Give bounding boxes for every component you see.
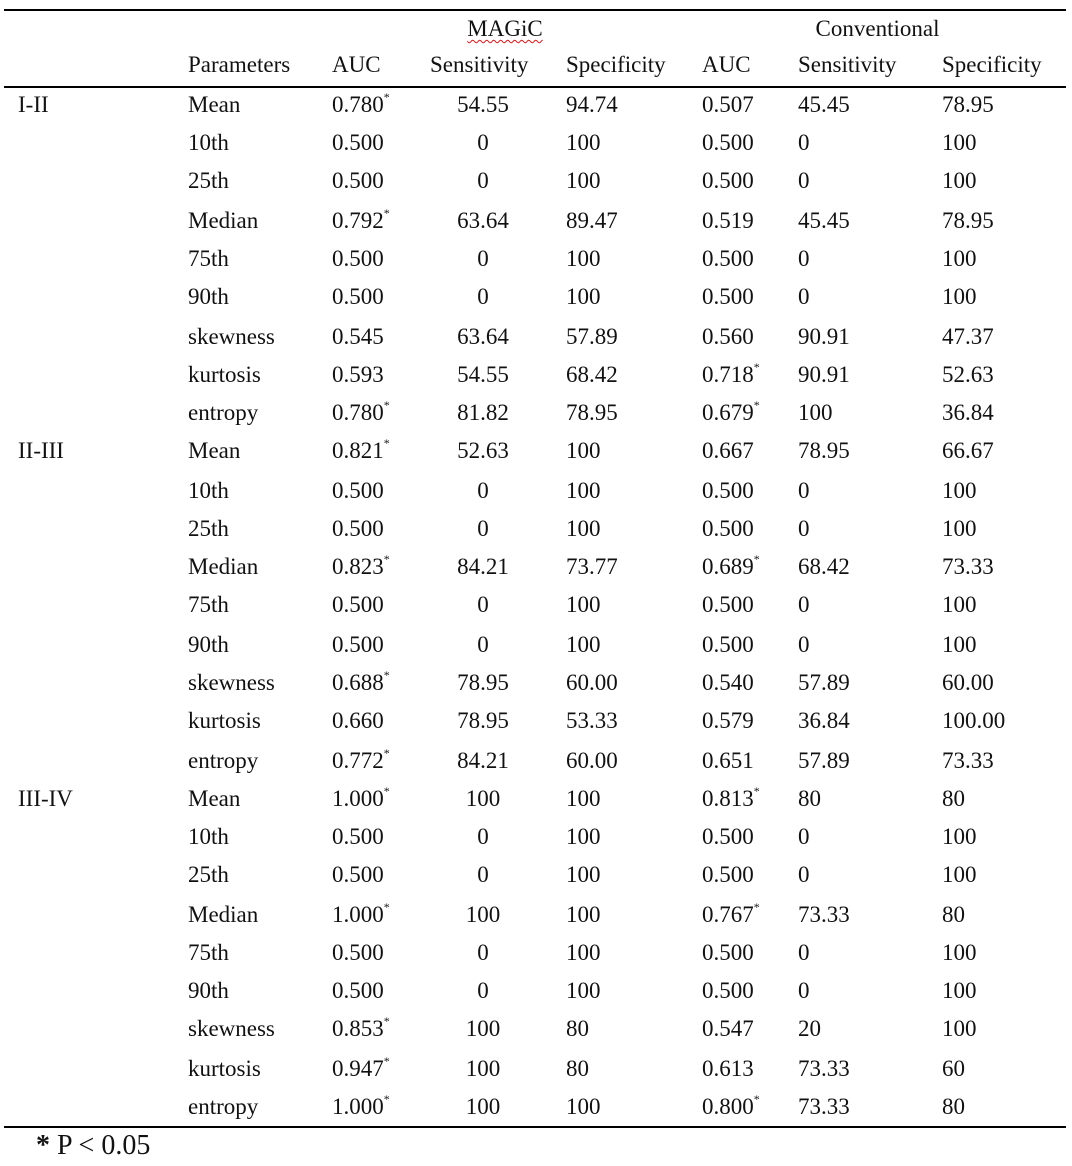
conventional-specificity-cell: 60.00 [942, 670, 994, 695]
conventional-auc-cell: 0.560 [702, 324, 754, 349]
table-row [0, 240, 1072, 278]
magic-auc-cell: 0.500 [332, 862, 384, 887]
conventional-sensitivity-cell: 90.91 [798, 362, 850, 387]
column-header-magic-auc: AUC [332, 52, 381, 77]
conventional-sensitivity-cell: 0 [798, 246, 810, 271]
table-row [0, 1050, 1072, 1088]
magic-sensitivity-cell: 78.95 [457, 708, 509, 733]
magic-sensitivity-cell: 0 [477, 516, 489, 541]
table-row [0, 664, 1072, 702]
magic-specificity-cell: 100 [566, 592, 601, 617]
conventional-auc-cell: 0.500 [702, 516, 754, 541]
table-row [0, 278, 1072, 316]
magic-auc-cell: 0.792* [332, 206, 390, 233]
magic-specificity-cell: 80 [566, 1016, 589, 1041]
table-row [0, 1088, 1072, 1126]
conventional-specificity-cell: 80 [942, 786, 965, 811]
magic-sensitivity-cell: 100 [465, 786, 501, 811]
conventional-specificity-cell: 100 [942, 592, 977, 617]
parameter-cell: 75th [188, 940, 229, 965]
conventional-specificity-cell: 78.95 [942, 208, 994, 233]
magic-sensitivity-cell: 0 [477, 940, 489, 965]
parameter-cell: Median [188, 208, 259, 233]
magic-sensitivity-cell: 100 [465, 1056, 501, 1081]
parameter-cell: Mean [188, 92, 241, 117]
conventional-auc-cell: 0.500 [702, 978, 754, 1003]
table-row [0, 510, 1072, 548]
parameter-cell: kurtosis [188, 362, 261, 387]
magic-auc-cell: 0.500 [332, 168, 384, 193]
conventional-specificity-cell: 47.37 [942, 324, 994, 349]
magic-auc-cell: 0.500 [332, 940, 384, 965]
magic-specificity-cell: 100 [566, 824, 601, 849]
conventional-auc-cell: 0.500 [702, 862, 754, 887]
conventional-sensitivity-cell: 0 [798, 632, 810, 657]
conventional-sensitivity-cell: 45.45 [798, 92, 850, 117]
parameter-cell: 90th [188, 632, 229, 657]
magic-auc-cell: 0.853* [332, 1014, 390, 1041]
table-row [0, 972, 1072, 1010]
magic-auc-cell: 0.500 [332, 284, 384, 309]
magic-sensitivity-cell: 0 [477, 978, 489, 1003]
footnote-text: P < 0.05 [50, 1130, 151, 1161]
magic-specificity-cell: 60.00 [566, 748, 618, 773]
conventional-sensitivity-cell: 80 [798, 786, 821, 811]
magic-auc-cell: 0.500 [332, 592, 384, 617]
magic-sensitivity-cell: 78.95 [457, 670, 509, 695]
parameter-cell: 10th [188, 824, 229, 849]
parameter-cell: entropy [188, 1094, 259, 1119]
table-row [0, 626, 1072, 664]
magic-specificity-cell: 100 [566, 632, 601, 657]
conventional-sensitivity-cell: 100 [798, 400, 833, 425]
magic-sensitivity-cell: 100 [465, 902, 501, 927]
magic-specificity-cell: 68.42 [566, 362, 618, 387]
table-row [0, 318, 1072, 356]
magic-sensitivity-cell: 54.55 [457, 362, 509, 387]
significance-marker: * [383, 206, 390, 221]
significance-marker: * [753, 552, 760, 567]
parameter-cell: skewness [188, 1016, 275, 1041]
magic-auc-cell: 0.772* [332, 746, 390, 773]
magic-auc-cell: 0.500 [332, 824, 384, 849]
significance-marker: * [383, 668, 390, 683]
magic-auc-cell: 1.000* [332, 1092, 390, 1119]
conventional-specificity-cell: 100 [942, 130, 977, 155]
magic-sensitivity-cell: 0 [477, 168, 489, 193]
magic-sensitivity-cell: 84.21 [457, 748, 509, 773]
conventional-specificity-cell: 100 [942, 246, 977, 271]
magic-specificity-cell: 100 [566, 438, 601, 463]
conventional-specificity-cell: 80 [942, 1094, 965, 1119]
conventional-auc-cell: 0.813* [702, 784, 760, 811]
conventional-auc-cell: 0.767* [702, 900, 760, 927]
conventional-specificity-cell: 100 [942, 1016, 977, 1041]
parameter-cell: Median [188, 554, 259, 579]
conventional-sensitivity-cell: 0 [798, 940, 810, 965]
conventional-auc-cell: 0.547 [702, 1016, 754, 1041]
significance-marker: * [753, 784, 760, 799]
conventional-specificity-cell: 100 [942, 978, 977, 1003]
conventional-specificity-cell: 80 [942, 902, 965, 927]
magic-auc-cell: 1.000* [332, 900, 390, 927]
parameter-cell: 75th [188, 246, 229, 271]
magic-specificity-cell: 89.47 [566, 208, 618, 233]
magic-auc-cell: 0.660 [332, 708, 384, 733]
parameter-cell: entropy [188, 400, 259, 425]
significance-marker: * [383, 784, 390, 799]
conventional-sensitivity-cell: 0 [798, 978, 810, 1003]
conventional-auc-cell: 0.500 [702, 284, 754, 309]
conventional-specificity-cell: 36.84 [942, 400, 994, 425]
magic-sensitivity-cell: 52.63 [457, 438, 509, 463]
table-row [0, 124, 1072, 162]
significance-marker: * [383, 746, 390, 761]
conventional-auc-cell: 0.540 [702, 670, 754, 695]
conventional-auc-cell: 0.718* [702, 360, 760, 387]
magic-auc-cell: 0.500 [332, 246, 384, 271]
conventional-sensitivity-cell: 36.84 [798, 708, 850, 733]
parameter-cell: kurtosis [188, 1056, 261, 1081]
magic-sensitivity-cell: 100 [465, 1094, 501, 1119]
magic-sensitivity-cell: 0 [477, 632, 489, 657]
group-cell: II-III [18, 438, 64, 463]
conventional-auc-cell: 0.500 [702, 246, 754, 271]
conventional-sensitivity-cell: 73.33 [798, 1094, 850, 1119]
parameter-cell: Mean [188, 438, 241, 463]
conventional-auc-cell: 0.579 [702, 708, 754, 733]
magic-specificity-cell: 100 [566, 516, 601, 541]
table-row [0, 86, 1072, 124]
table-row [0, 780, 1072, 818]
conventional-sensitivity-cell: 57.89 [798, 748, 850, 773]
magic-specificity-cell: 100 [566, 978, 601, 1003]
magic-auc-cell: 0.500 [332, 478, 384, 503]
conventional-sensitivity-cell: 20 [798, 1016, 821, 1041]
footnote-star: * [36, 1130, 50, 1161]
conventional-specificity-cell: 100 [942, 516, 977, 541]
footnote [36, 1130, 150, 1162]
parameter-cell: 25th [188, 168, 229, 193]
conventional-sensitivity-cell: 0 [798, 168, 810, 193]
significance-marker: * [383, 436, 390, 451]
magic-specificity-cell: 100 [566, 786, 601, 811]
conventional-auc-cell: 0.519 [702, 208, 754, 233]
magic-sensitivity-cell: 81.82 [457, 400, 509, 425]
conventional-sensitivity-cell: 0 [798, 862, 810, 887]
conventional-auc-cell: 0.500 [702, 824, 754, 849]
magic-specificity-cell: 100 [566, 168, 601, 193]
conventional-sensitivity-cell: 0 [798, 516, 810, 541]
magic-sensitivity-cell: 0 [477, 246, 489, 271]
magic-specificity-cell: 100 [566, 284, 601, 309]
magic-specificity-cell: 100 [566, 246, 601, 271]
parameter-cell: Mean [188, 786, 241, 811]
magic-sensitivity-cell: 100 [465, 1016, 501, 1041]
conventional-specificity-cell: 100 [942, 940, 977, 965]
magic-specificity-cell: 100 [566, 902, 601, 927]
significance-marker: * [383, 552, 390, 567]
magic-specificity-cell: 57.89 [566, 324, 618, 349]
column-header-parameters: Parameters [188, 52, 291, 77]
conventional-auc-cell: 0.500 [702, 168, 754, 193]
table-row [0, 896, 1072, 934]
magic-auc-cell: 0.823* [332, 552, 390, 579]
conventional-specificity-cell: 100 [942, 824, 977, 849]
conventional-specificity-cell: 100.00 [942, 708, 1006, 733]
significance-marker: * [383, 1092, 390, 1107]
magic-specificity-cell: 78.95 [566, 400, 618, 425]
table-row [0, 702, 1072, 740]
conventional-auc-cell: 0.667 [702, 438, 754, 463]
magic-auc-cell: 0.500 [332, 632, 384, 657]
table-row [0, 934, 1072, 972]
parameter-cell: skewness [188, 670, 275, 695]
table-row [0, 1010, 1072, 1048]
magic-sensitivity-cell: 0 [477, 478, 489, 503]
parameter-cell: entropy [188, 748, 259, 773]
conventional-specificity-cell: 78.95 [942, 92, 994, 117]
conventional-specificity-cell: 100 [942, 168, 977, 193]
conventional-sensitivity-cell: 68.42 [798, 554, 850, 579]
magic-auc-cell: 0.780* [332, 398, 390, 425]
group-cell: I-II [18, 92, 49, 117]
magic-sensitivity-cell: 0 [477, 824, 489, 849]
significance-marker: * [383, 90, 390, 105]
significance-marker: * [383, 398, 390, 413]
column-header-magic-sensitivity: Sensitivity [430, 52, 529, 77]
significance-marker: * [383, 1014, 390, 1029]
conventional-specificity-cell: 100 [942, 284, 977, 309]
conventional-specificity-cell: 100 [942, 478, 977, 503]
magic-sensitivity-cell: 0 [477, 130, 489, 155]
table-row [0, 432, 1072, 470]
magic-sensitivity-cell: 0 [477, 284, 489, 309]
conventional-sensitivity-cell: 0 [798, 284, 810, 309]
significance-marker: * [753, 398, 760, 413]
magic-specificity-cell: 100 [566, 130, 601, 155]
significance-marker: * [753, 1092, 760, 1107]
magic-sensitivity-cell: 0 [477, 592, 489, 617]
parameter-cell: 25th [188, 516, 229, 541]
magic-auc-cell: 0.780* [332, 90, 390, 117]
magic-specificity-cell: 100 [566, 1094, 601, 1119]
column-header-magic-specificity: Specificity [566, 52, 666, 77]
magic-sensitivity-cell: 84.21 [457, 554, 509, 579]
significance-marker: * [753, 900, 760, 915]
conventional-specificity-cell: 66.67 [942, 438, 994, 463]
magic-sensitivity-cell: 54.55 [457, 92, 509, 117]
column-header-conventional-auc: AUC [702, 52, 751, 77]
magic-specificity-cell: 100 [566, 940, 601, 965]
parameter-cell: 90th [188, 284, 229, 309]
magic-sensitivity-cell: 0 [477, 862, 489, 887]
magic-sensitivity-cell: 63.64 [457, 208, 509, 233]
magic-auc-cell: 0.545 [332, 324, 384, 349]
significance-marker: * [383, 900, 390, 915]
magic-auc-cell: 0.688* [332, 668, 390, 695]
conventional-sensitivity-cell: 57.89 [798, 670, 850, 695]
column-header-conventional-specificity: Specificity [942, 52, 1042, 77]
table-row [0, 818, 1072, 856]
magic-specificity-cell: 100 [566, 862, 601, 887]
magic-specificity-cell: 94.74 [566, 92, 618, 117]
conventional-auc-cell: 0.500 [702, 632, 754, 657]
magic-specificity-cell: 100 [566, 478, 601, 503]
conventional-auc-cell: 0.651 [702, 748, 754, 773]
conventional-sensitivity-cell: 73.33 [798, 1056, 850, 1081]
parameter-cell: 90th [188, 978, 229, 1003]
magic-auc-cell: 0.947* [332, 1054, 390, 1081]
conventional-auc-cell: 0.500 [702, 940, 754, 965]
parameter-cell: skewness [188, 324, 275, 349]
conventional-sensitivity-cell: 0 [798, 130, 810, 155]
conventional-auc-cell: 0.500 [702, 130, 754, 155]
conventional-specificity-cell: 73.33 [942, 554, 994, 579]
table-row [0, 162, 1072, 200]
parameter-cell: 25th [188, 862, 229, 887]
conventional-sensitivity-cell: 78.95 [798, 438, 850, 463]
table-row [0, 202, 1072, 240]
conventional-auc-cell: 0.507 [702, 92, 754, 117]
conventional-specificity-cell: 100 [942, 632, 977, 657]
magic-auc-cell: 0.500 [332, 516, 384, 541]
group-header-magic: MAGiC [467, 16, 543, 41]
parameter-cell: 10th [188, 130, 229, 155]
group-header-conventional: Conventional [815, 16, 940, 41]
conventional-sensitivity-cell: 0 [798, 824, 810, 849]
conventional-auc-cell: 0.679* [702, 398, 760, 425]
table-row [0, 586, 1072, 624]
magic-specificity-cell: 60.00 [566, 670, 618, 695]
table-row [0, 356, 1072, 394]
magic-auc-cell: 0.821* [332, 436, 390, 463]
conventional-specificity-cell: 100 [942, 862, 977, 887]
parameter-cell: 10th [188, 478, 229, 503]
table-row [0, 472, 1072, 510]
parameter-cell: 75th [188, 592, 229, 617]
magic-specificity-cell: 53.33 [566, 708, 618, 733]
conventional-auc-cell: 0.800* [702, 1092, 760, 1119]
significance-marker: * [383, 1054, 390, 1069]
conventional-sensitivity-cell: 0 [798, 592, 810, 617]
conventional-specificity-cell: 60 [942, 1056, 965, 1081]
column-header-conventional-sensitivity: Sensitivity [798, 52, 897, 77]
conventional-specificity-cell: 52.63 [942, 362, 994, 387]
significance-marker: * [753, 360, 760, 375]
table-row [0, 394, 1072, 432]
conventional-auc-cell: 0.689* [702, 552, 760, 579]
conventional-sensitivity-cell: 90.91 [798, 324, 850, 349]
table-row [0, 742, 1072, 780]
conventional-specificity-cell: 73.33 [942, 748, 994, 773]
parameter-cell: Median [188, 902, 259, 927]
table-row [0, 548, 1072, 586]
conventional-auc-cell: 0.500 [702, 592, 754, 617]
conventional-auc-cell: 0.500 [702, 478, 754, 503]
top-rule [4, 9, 1066, 11]
parameter-cell: kurtosis [188, 708, 261, 733]
table-row [0, 856, 1072, 894]
magic-auc-cell: 1.000* [332, 784, 390, 811]
conventional-sensitivity-cell: 0 [798, 478, 810, 503]
magic-auc-cell: 0.500 [332, 978, 384, 1003]
magic-specificity-cell: 73.77 [566, 554, 618, 579]
bottom-rule [4, 1126, 1066, 1128]
magic-auc-cell: 0.593 [332, 362, 384, 387]
conventional-auc-cell: 0.613 [702, 1056, 754, 1081]
group-cell: III-IV [18, 786, 73, 811]
conventional-sensitivity-cell: 45.45 [798, 208, 850, 233]
magic-auc-cell: 0.500 [332, 130, 384, 155]
magic-sensitivity-cell: 63.64 [457, 324, 509, 349]
magic-specificity-cell: 80 [566, 1056, 589, 1081]
conventional-sensitivity-cell: 73.33 [798, 902, 850, 927]
